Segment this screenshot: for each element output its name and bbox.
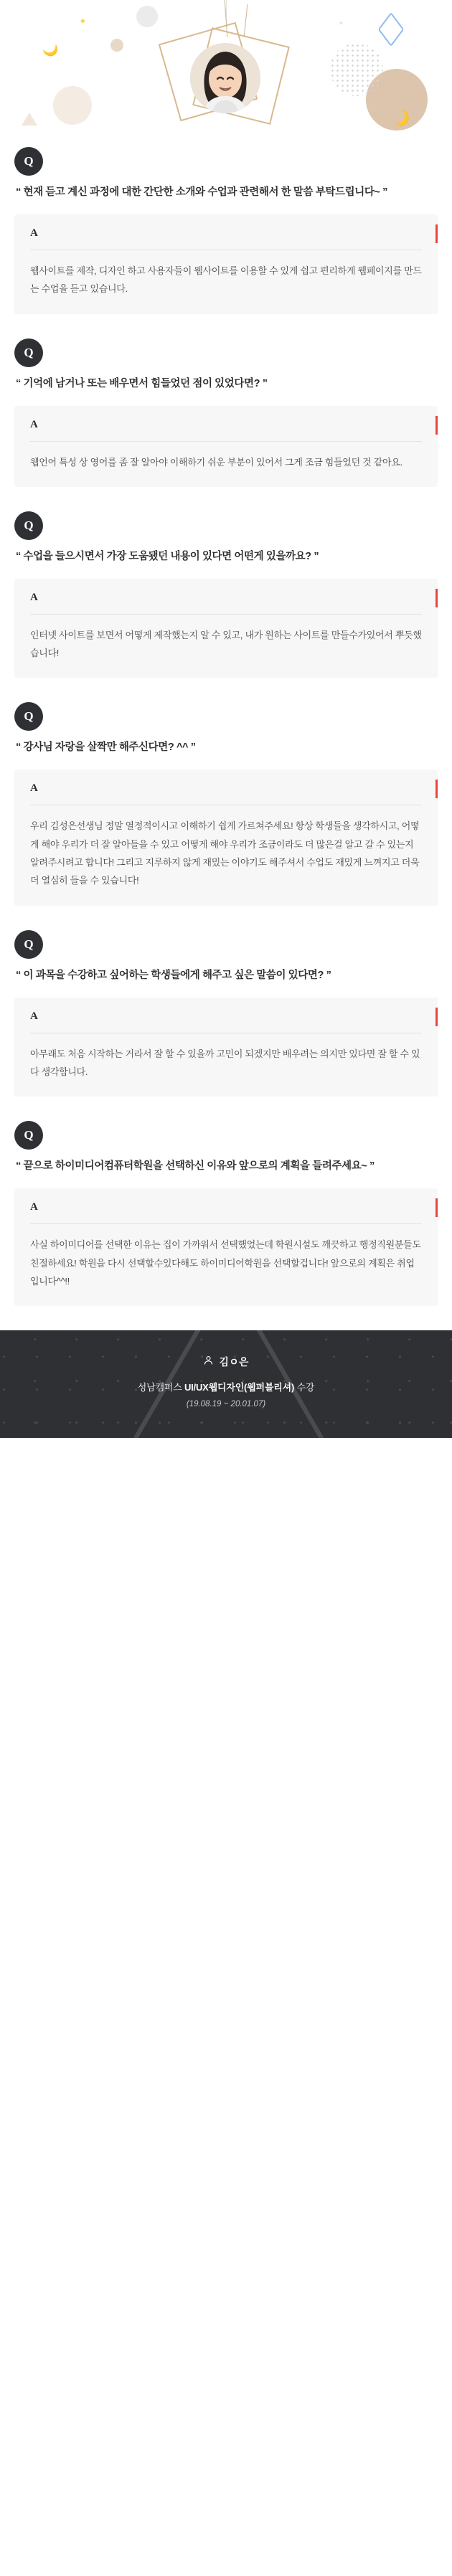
answer-divider	[30, 441, 422, 442]
question-badge: Q	[14, 930, 43, 959]
moon-icon-secondary: 🌙	[391, 108, 413, 129]
question-badge: Q	[14, 1121, 43, 1150]
answer-badge: A	[30, 418, 38, 430]
qa-block	[14, 702, 438, 905]
qa-block	[14, 511, 438, 678]
answer-card	[14, 579, 438, 678]
answer-text: 웹사이트를 제작, 디자인 하고 사용자들이 웹사이트를 이용할 수 있게 쉽고 편리하게 웹페이지를 만드는 수업을 듣고 있습니다.	[30, 265, 422, 295]
answer-text: 인터넷 사이트를 보면서 어떻게 제작했는지 알 수 있고, 내가 원하는 사이트를 만들수가있어서 뿌듯했습니다!	[30, 629, 422, 659]
course-title: UI/UX웹디자인(웹퍼블리셔)	[184, 1382, 295, 1393]
hero-section	[0, 0, 452, 147]
answer-badge: A	[30, 1010, 38, 1022]
question-text: “ 기억에 남거나 또는 배우면서 힘들었던 점이 있었다면? ”	[16, 377, 268, 389]
frame-hanger-line-2	[243, 4, 248, 37]
question-text: “ 수업을 들으시면서 가장 도움됐던 내용이 있다면 어떤게 있을까요? ”	[16, 550, 319, 562]
qa-block	[14, 1121, 438, 1306]
footer-banner	[0, 1330, 452, 1438]
answer-text: 웹언어 특성 상 영어를 좀 잘 알아야 이해하기 쉬운 부분이 있어서 그게 조금 힘들었던 것 같아요.	[30, 456, 402, 468]
answer-badge: A	[30, 227, 38, 239]
decor-circle-small-beige	[110, 39, 123, 52]
avatar	[190, 43, 260, 113]
course-line	[0, 1381, 452, 1396]
answer-card	[14, 214, 438, 314]
course-period: (19.08.19 ~ 20.01.07)	[186, 1400, 266, 1409]
decor-dot-circle	[330, 43, 383, 96]
answer-badge: A	[30, 1201, 38, 1213]
triangle-icon	[22, 113, 37, 126]
question-badge: Q	[14, 702, 43, 731]
star-icon: ✦	[79, 16, 87, 27]
moon-icon: 🌙	[41, 40, 60, 60]
answer-badge: A	[30, 591, 38, 603]
course-campus: 성남캠퍼스	[137, 1382, 184, 1393]
course-suffix: 수강	[294, 1382, 315, 1393]
answer-divider	[30, 1223, 422, 1224]
footer-name-row	[0, 1355, 452, 1369]
person-icon	[203, 1355, 214, 1369]
decor-circle-cream	[53, 86, 92, 125]
student-name: 김ㅇ은	[219, 1356, 249, 1368]
answer-card	[14, 998, 438, 1097]
star-icon-secondary: ✦	[337, 19, 344, 28]
answer-text: 아무래도 처음 시작하는 거라서 잘 할 수 있을까 고민이 되겠지만 배우려는 의지만 있다면 잘 할 수 있다 생각합니다.	[30, 1048, 420, 1078]
answer-text: 우리 김성은선생님 정말 열정적이시고 이해하기 쉽게 가르쳐주세요! 항상 학생들을 생각하시고, 어떻게 해야 우리가 더 잘 알아들을 수 있고 어떻게 해야 우리가 조금이라도 더 많은걸 알고 갈 수 있는지 알려주시려고 합니다! 그리고 지루하지 않게 재밌는 이야기도 해주셔서 수업도 재밌게 느껴지고 더욱 더 열심히 들을 수 있습니다!	[30, 820, 420, 886]
answer-badge: A	[30, 782, 38, 795]
qa-block	[14, 338, 438, 487]
answer-divider	[30, 614, 422, 615]
answer-card	[14, 406, 438, 487]
question-text: “ 이 과목을 수강하고 싶어하는 학생들에게 해주고 싶은 말씀이 있다면? ”	[16, 969, 331, 981]
question-badge: Q	[14, 338, 43, 367]
question-text: “ 강사님 자랑을 살짝만 해주신다면? ^^ ”	[16, 742, 196, 754]
answer-text: 사실 하이미디어를 선택한 이유는 집이 가까워서 선택했었는데 학원시설도 깨끗하고 행정직원분들도 친절하세요! 학원을 다시 선택할수있다해도 하이미디어학원을 선택할겁니다! 앞으로의 계획은 취업입니다^^!!	[30, 1239, 421, 1287]
diamond-icon	[378, 12, 404, 47]
question-text: “ 끝으로 하이미디어컴퓨터학원을 선택하신 이유와 앞으로의 계획을 들려주세요~ ”	[16, 1160, 375, 1173]
question-badge: Q	[14, 147, 43, 176]
decor-circle-gray	[136, 6, 158, 27]
answer-card	[14, 770, 438, 905]
qa-block	[14, 930, 438, 1097]
question-badge: Q	[14, 511, 43, 540]
question-text: “ 현재 듣고 계신 과정에 대한 간단한 소개와 수업과 관련해서 한 말씀 부탁드립니다~ ”	[16, 186, 387, 198]
portrait-frame-group	[158, 10, 294, 139]
answer-card	[14, 1188, 438, 1306]
qa-block	[14, 147, 438, 314]
qa-list	[0, 147, 452, 1306]
